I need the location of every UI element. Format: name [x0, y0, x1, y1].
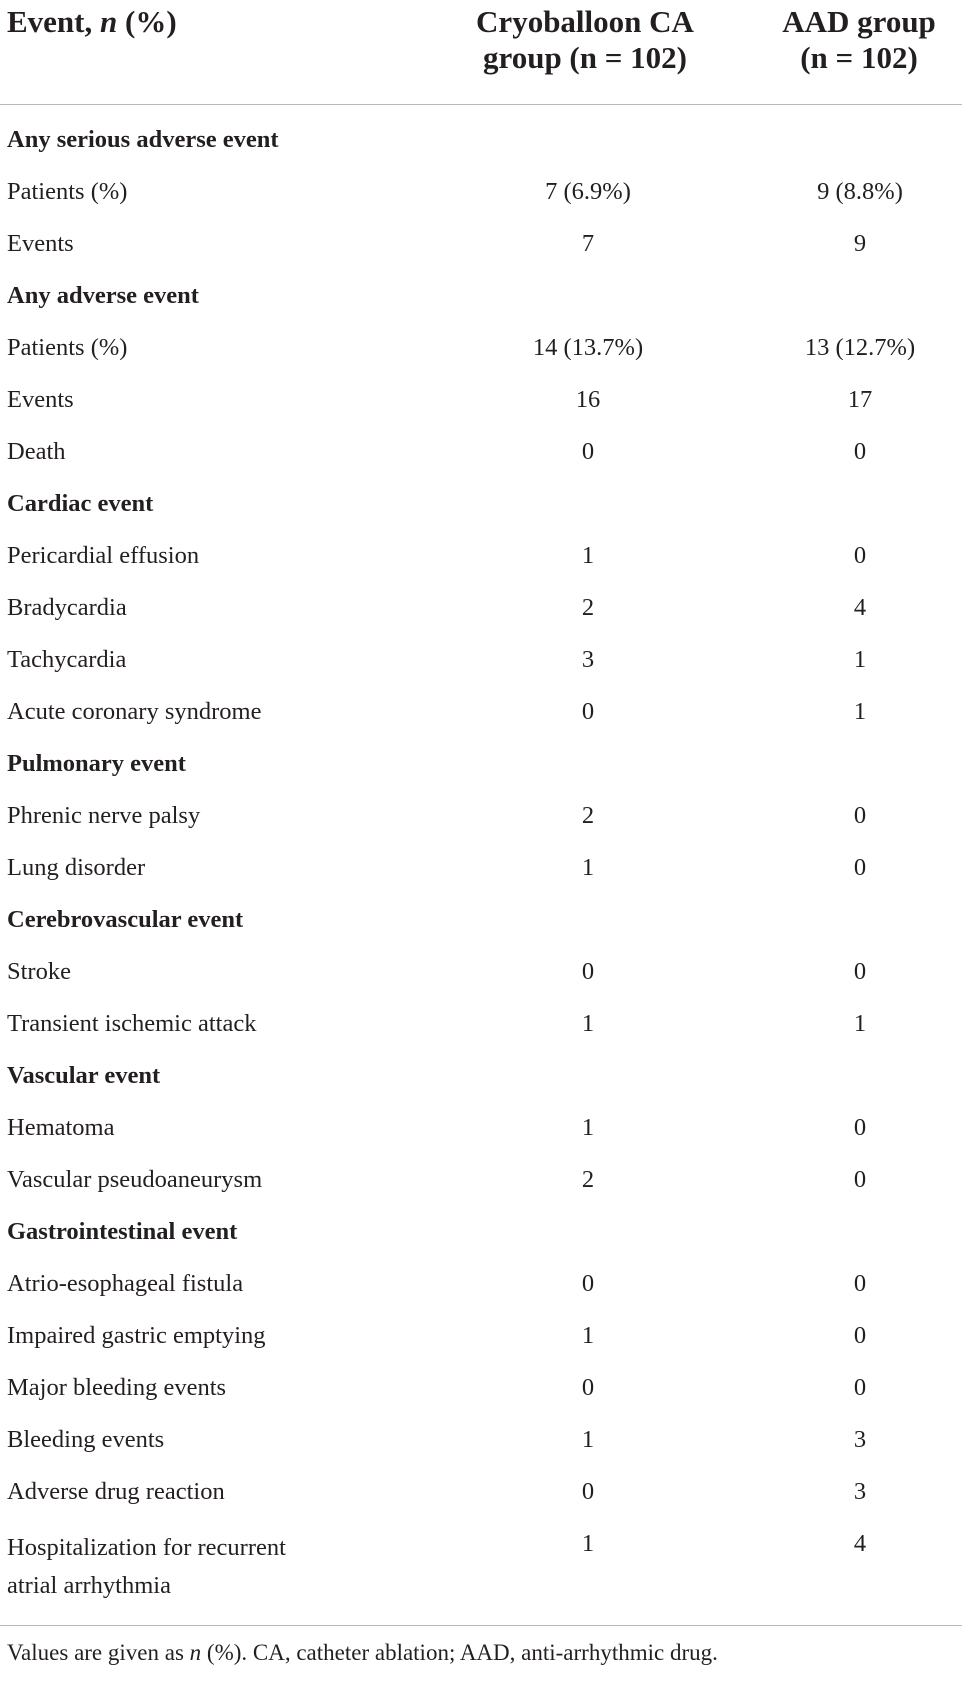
table-row [0, 1373, 962, 1425]
section-row [0, 281, 962, 333]
table-footnote [7, 1638, 718, 1668]
footnote-n: n [189, 1640, 202, 1665]
cryoballoon-value: 0 [581, 698, 595, 725]
header-event-pct: (%) [117, 4, 177, 39]
cryoballoon-value: 7 [581, 230, 595, 257]
section-label: Any serious adverse event [7, 126, 279, 153]
row-label: Stroke [7, 958, 71, 985]
section-label: Cerebrovascular event [7, 906, 244, 933]
aad-value: 0 [853, 1114, 867, 1141]
row-label: Bleeding events [7, 1426, 165, 1453]
row-label: Adverse drug reaction [7, 1478, 225, 1505]
row-label: Bradycardia [7, 594, 127, 621]
table-row [0, 697, 962, 749]
aad-value: 9 [853, 230, 867, 257]
header-aad-line1: AAD group [782, 4, 936, 39]
row-label: Phrenic nerve palsy [7, 802, 201, 829]
table-row [0, 593, 962, 645]
aad-value: 3 [853, 1426, 867, 1453]
table-row [0, 645, 962, 697]
cryoballoon-value: 1 [581, 1010, 595, 1037]
section-row [0, 1217, 962, 1269]
table-row [0, 853, 962, 905]
table-row [0, 1009, 962, 1061]
aad-value: 1 [853, 646, 867, 673]
section-row [0, 749, 962, 801]
section-label: Cardiac event [7, 490, 154, 517]
row-label: Death [7, 438, 66, 465]
cryoballoon-value: 2 [581, 802, 595, 829]
row-label: Acute coronary syndrome [7, 698, 262, 725]
cryoballoon-value: 14 (13.7%) [532, 334, 644, 361]
cryoballoon-value: 2 [581, 594, 595, 621]
table-row [0, 437, 962, 489]
header-cryoballoon-line1: Cryoballoon CA [476, 4, 694, 39]
cryoballoon-value: 7 (6.9%) [545, 178, 631, 205]
table-row [0, 1321, 962, 1373]
aad-value: 0 [853, 854, 867, 881]
cryoballoon-value: 0 [581, 958, 595, 985]
cryoballoon-value: 0 [581, 1478, 595, 1505]
aad-value: 0 [853, 802, 867, 829]
row-label: Atrio-esophageal fistula [7, 1270, 244, 1297]
aad-value: 0 [853, 958, 867, 985]
aad-value: 0 [853, 1166, 867, 1193]
row-label: Patients (%) [7, 178, 128, 205]
row-label: Vascular pseudoaneurysm [7, 1166, 263, 1193]
table-row [0, 177, 962, 229]
aad-value: 1 [853, 1010, 867, 1037]
table-row [0, 1165, 962, 1217]
table-row [0, 957, 962, 1009]
aad-value: 0 [853, 542, 867, 569]
aad-value: 3 [853, 1478, 867, 1505]
aad-value: 9 (8.8%) [817, 178, 903, 205]
row-label: Impaired gastric emptying [7, 1322, 266, 1349]
aad-value: 0 [853, 1270, 867, 1297]
cryoballoon-value: 1 [581, 1530, 595, 1557]
header-event-label: Event, [7, 4, 100, 39]
aad-value: 0 [853, 438, 867, 465]
aad-value: 1 [853, 698, 867, 725]
table-row [0, 1477, 962, 1529]
cryoballoon-value: 0 [581, 1374, 595, 1401]
aad-value: 0 [853, 1322, 867, 1349]
row-label: Lung disorder [7, 854, 146, 881]
cryoballoon-value: 1 [581, 1322, 595, 1349]
aad-value: 13 (12.7%) [804, 334, 916, 361]
section-row [0, 489, 962, 541]
header-aad [750, 4, 968, 76]
cryoballoon-value: 0 [581, 438, 595, 465]
cryoballoon-value: 1 [581, 854, 595, 881]
section-label: Vascular event [7, 1062, 161, 1089]
section-label: Pulmonary event [7, 750, 186, 777]
table-row [0, 1113, 962, 1165]
aad-value: 4 [853, 594, 867, 621]
table-row [0, 385, 962, 437]
cryoballoon-value: 1 [581, 542, 595, 569]
cryoballoon-value: 1 [581, 1426, 595, 1453]
row-label: Hematoma [7, 1114, 115, 1141]
row-label: Tachycardia [7, 646, 127, 673]
row-label: Events [7, 230, 74, 257]
footer-divider [0, 1625, 962, 1626]
section-row [0, 1061, 962, 1113]
table-row [0, 1425, 962, 1477]
row-label: Patients (%) [7, 334, 128, 361]
footnote-suffix: (%). CA, catheter ablation; AAD, anti-arrhythmic drug. [201, 1640, 718, 1665]
section-label: Any adverse event [7, 282, 199, 309]
table-row [0, 333, 962, 385]
table-row [0, 801, 962, 853]
header-event [7, 4, 177, 40]
cryoballoon-value: 16 [575, 386, 601, 413]
cryoballoon-value: 3 [581, 646, 595, 673]
aad-value: 17 [847, 386, 873, 413]
cryoballoon-value: 0 [581, 1270, 595, 1297]
aad-value: 4 [853, 1530, 867, 1557]
aad-value: 0 [853, 1374, 867, 1401]
row-label: Events [7, 386, 74, 413]
section-row [0, 905, 962, 957]
section-label: Gastrointestinal event [7, 1218, 238, 1245]
header-event-n: n [100, 4, 118, 39]
cryoballoon-value: 1 [581, 1114, 595, 1141]
table-row [0, 541, 962, 593]
header-cryoballoon-line2: group (n = 102) [483, 40, 687, 75]
header-cryoballoon [425, 4, 745, 76]
table-body [0, 125, 962, 1609]
row-label: Transient ischemic attack [7, 1010, 257, 1037]
table-row [0, 1529, 962, 1609]
row-label: Hospitalization for recurrent atrial arrhythmia [7, 1534, 286, 1599]
table-row [0, 1269, 962, 1321]
header-aad-line2: (n = 102) [800, 40, 918, 75]
row-label: Pericardial effusion [7, 542, 200, 569]
section-row [0, 125, 962, 177]
row-label: Major bleeding events [7, 1374, 227, 1401]
table-row [0, 229, 962, 281]
cryoballoon-value: 2 [581, 1166, 595, 1193]
footnote-prefix: Values are given as [7, 1640, 190, 1665]
table-header [0, 0, 962, 105]
